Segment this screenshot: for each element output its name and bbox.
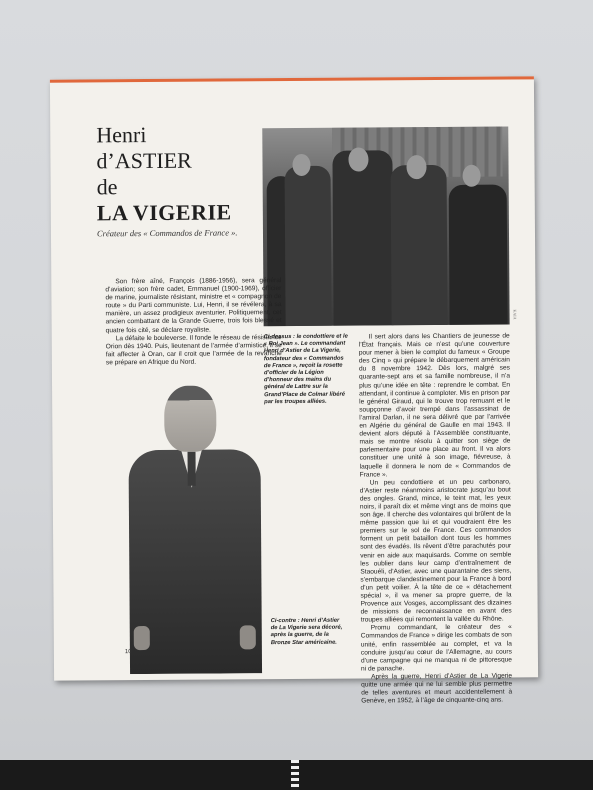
caption-top: Ci-dessus : le condottiere et le « Roi Jean ». Le commandant Henri d’Astier de La Vigerie, fondateur des « Commandos de France », reçoit la rosette d’officier de la Légion d’honneur des mains du général de Lattre sur la Grand’Place de Colmar libéré par les troupes alliées. xyxy=(263,333,348,406)
paragraph: Un peu condottiere et un peu carbonaro, d’Astier reste néanmoins aristocrate jusqu’au bout des ongles. Grand, mince, le teint mat, les yeux noirs, il paraît dix et même vingt ans de moins que son âge. Il cherche des volontaires qui brûlent de la même passion que lui et qui voudraient être les premiers sur le sol de France. Ces commandos forment un petit bataillon dont tous les hommes sont des évadés. Ils rêvent d’être parachutés pour venir en aide aux maquisards. Comme on semble les oublier dans leur camp d’entraînement de Staouéli, d’Astier, avec une quarantaine des siens, s’embarque clandestinement pour la France à bord d’un petit voilier. À la tête de ce « détachement spécial », il va mener sa propre guerre, de la Provence aux Vosges, accomplissant des dizaines de missions de reconnaissance en avant des troupes alliées qui remontent la vallée du Rhône. xyxy=(359,478,512,624)
photo-figure xyxy=(285,166,332,326)
portrait-tie xyxy=(188,452,196,486)
title-line-2: d’ASTIER xyxy=(96,147,192,174)
paragraph: Il sert alors dans les Chantiers de jeunesse de l’État français. Mais ce n’est qu’une couverture pour mener à bien le complot du fameux « Groupe des Cinq » qui prépare le débarquement américain du 8 novembre 1942. Dès lors, malgré ses quarante-sept ans et sa famille nombreuse, il n’a plus qu’une idée en tête : reprendre le combat. En attendant, il continue à comploter. Mis en prison par le général Giraud, qui le trouve trop remuant et le soupçonne d’avoir trempé dans l’assassinat de l’amiral Darlan, il ne sera délivré que par l’arrivée en Algérie du général de Gaulle en mai 1943. Il devient alors député à l’Assemblée constituante, mais se montre résolu à quitter son siège de parlementaire pour une place au front. Il va alors constituer une unité à son image, fiévreuse, à laquelle il donnera le nom de « Commandos de France ». xyxy=(358,332,511,479)
paragraph: Promu commandant, le créateur des « Commandos de France » dirige les combats de son unité, enfin rassemblée au complet, et va la conduire jusqu’au cœur de l’Allemagne, au cours d’une campagne qui ne manqua ni de pittoresque ni de panache. xyxy=(360,623,512,673)
caption-bottom: Ci-contre : Henri d’Astier de La Vigerie sera décoré, après la guerre, de la Bronze Star américaine. xyxy=(270,617,343,646)
photo-figure xyxy=(391,165,448,325)
portrait-hand xyxy=(240,625,256,649)
title-line-1: Henri xyxy=(96,122,147,148)
title-line-4: LA VIGERIE xyxy=(96,199,232,226)
photo-credit: KAIA xyxy=(512,309,518,320)
article-subtitle: Créateur des « Commandos de France ». xyxy=(96,227,238,239)
page-number: 10 xyxy=(124,649,132,656)
paragraph: Après la guerre, Henri d’Astier de La Vigerie quitte une armée qui ne lui semble plus permettre de telles aventures et meurt accidentellement à Genève, en 1952, à l’âge de cinquante-cinq ans. xyxy=(361,672,513,705)
photo-head xyxy=(348,147,368,171)
portrait-photo xyxy=(124,381,266,674)
left-column xyxy=(105,277,282,367)
title-line-3: de xyxy=(96,174,118,200)
cable xyxy=(291,760,299,790)
portrait-hand xyxy=(134,626,150,650)
paragraph: Son frère aîné, François (1886-1956), sera général d’aviation; son frère cadet, Emmanuel (1900-1969), officier de marine, journaliste résistant, ministre et « compagnon de route » du Parti communiste. Lui, Henri, il se révélera, à sa manière, un assez prodigieux aventurier. Politiquement, cet ancien combattant de la Grande Guerre, trois fois blessé et quatre fois cité, se déclare royaliste. xyxy=(105,277,282,334)
photo-head xyxy=(463,165,481,187)
paragraph: La défaite le bouleverse. Il fonde le réseau de résistance Orion dès 1940. Puis, lieutenant de l’armée d’armistice, il se fait affecter à Oran, car il croit que l’armée de la revanche se prépare en Afrique du Nord. xyxy=(105,333,282,367)
photo-head xyxy=(406,155,426,179)
photo-figure xyxy=(332,150,393,325)
magazine-page xyxy=(50,76,538,705)
photo-figure xyxy=(449,185,508,325)
article-title xyxy=(96,121,232,226)
portrait-face xyxy=(164,386,216,452)
right-column xyxy=(359,332,513,705)
ceremony-photo xyxy=(262,126,509,326)
photo-head xyxy=(292,154,310,176)
